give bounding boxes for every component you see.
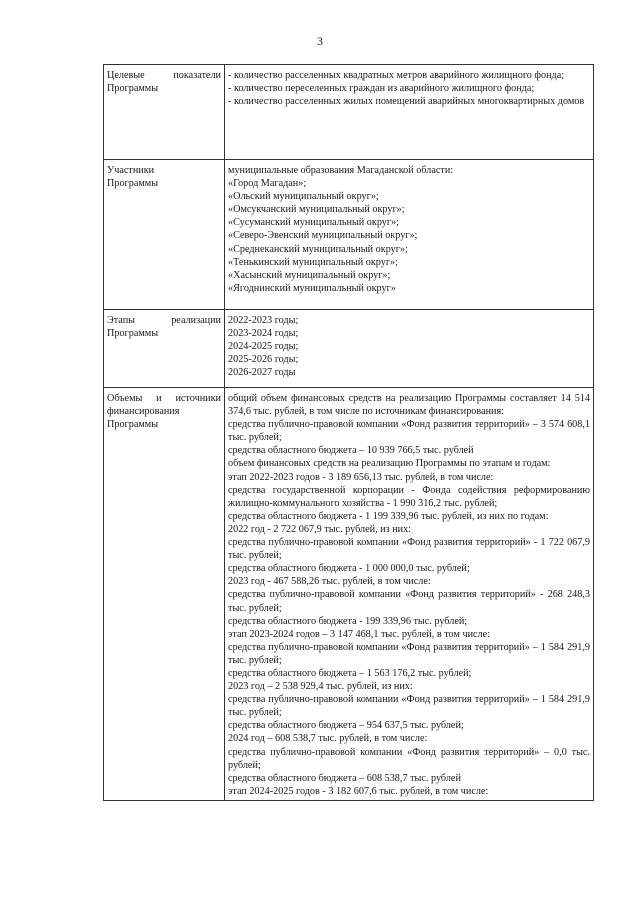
content-line: - количество переселенных граждан из аварийного жилищного фонда;	[228, 83, 535, 95]
content-line: средства публично-правовой компании «Фонд развития территорий» - 268 248,3 тыс. рублей;	[228, 589, 590, 614]
row-content	[225, 65, 594, 160]
label-line: Этапы реализации	[107, 315, 221, 326]
content-line: средства публично-правовой компании «Фонд развития территорий» – 1 584 291,9 тыс. рублей;	[228, 641, 590, 666]
content-line: средства государственной корпорации - Фонда содействия реформированию жилищно-коммунального хозяйства - 1 990 316,2 тыс. рублей;	[228, 484, 590, 509]
row-label	[104, 310, 225, 388]
label-line: Программы	[107, 83, 159, 95]
table-row	[104, 65, 594, 160]
content-line: средства областного бюджета - 1 199 339,96 тыс. рублей, из них по годам:	[228, 510, 549, 522]
content-line: 2022 год - 2 722 067,9 тыс. рублей, из них:	[228, 523, 412, 535]
table-row	[104, 388, 594, 801]
content-line: «Тенькинский муниципальный округ»;	[228, 256, 398, 268]
program-passport-table	[103, 64, 594, 801]
content-line: этап 2023-2024 годов – 3 147 468,1 тыс. рублей, в том числе:	[228, 628, 490, 640]
content-line: 2023 год - 467 588,26 тыс. рублей, в том числе:	[228, 576, 431, 588]
content-line: «Северо-Эвенский муниципальный округ»;	[228, 230, 418, 242]
content-line: средства публично-правовой компании «Фонд развития территорий» – 0,0 тыс. рублей;	[228, 746, 590, 771]
content-line: - количество расселенных жилых помещений аварийных многоквартирных домов	[228, 96, 585, 108]
content-line: средства областного бюджета – 10 939 766,5 тыс. рублей	[228, 445, 474, 457]
content-line: 2024-2025 годы;	[228, 341, 299, 353]
content-line: средства областного бюджета – 608 538,7 тыс. рублей	[228, 772, 461, 784]
content-line: 2023-2024 годы;	[228, 328, 299, 340]
content-line: средства публично-правовой компании «Фонд развития территорий» - 1 722 067,9 тыс. рублей;	[228, 537, 590, 562]
label-line: Участники	[107, 165, 155, 176]
content-line: объем финансовых средств на реализацию Программы по этапам и годам:	[228, 458, 551, 470]
content-line: 2022-2023 годы;	[228, 315, 299, 326]
content-line: «Омсукчанский муниципальный округ»;	[228, 204, 405, 216]
table-row	[104, 160, 594, 310]
row-label	[104, 388, 225, 801]
label-line: Программы	[107, 178, 159, 190]
content-line: средства областного бюджета - 199 339,96 тыс. рублей;	[228, 615, 468, 627]
label-line: Программы	[107, 328, 159, 340]
label-line: Целевые показатели	[107, 70, 221, 81]
content-line: средства публично-правовой компании «Фонд развития территорий» – 3 574 608,1 тыс. рублей;	[228, 419, 590, 444]
content-line: 2025-2026 годы;	[228, 354, 299, 366]
label-line: Объемы и источники	[107, 393, 221, 404]
content-line: «Среднеканский муниципальный округ»;	[228, 243, 408, 255]
content-line: «Сусуманский муниципальный округ»;	[228, 217, 399, 229]
content-line: - количество расселенных квадратных метров аварийного жилищного фонда;	[228, 70, 565, 81]
label-line: финансирования	[107, 406, 180, 418]
label-line: Программы	[107, 419, 159, 431]
content-line: этап 2024-2025 годов - 3 182 607,6 тыс. рублей, в том числе:	[228, 785, 489, 797]
content-line: 2024 год – 608 538,7 тыс. рублей, в том числе:	[228, 733, 428, 745]
row-label	[104, 160, 225, 310]
content-line: 2023 год – 2 538 929,4 тыс. рублей, из них:	[228, 681, 413, 693]
page-number: 3	[317, 34, 323, 48]
content-line: общий объем финансовых средств на реализацию Программы составляет 14 514 374,6 тыс. рублей, в том числе по источникам финансирования:	[228, 393, 590, 418]
content-line: муниципальные образования Магаданской области:	[228, 165, 454, 176]
content-line: этап 2022-2023 годов - 3 189 656,13 тыс. рублей, в том числе:	[228, 471, 494, 483]
row-content	[225, 160, 594, 310]
row-content	[225, 310, 594, 388]
content-line: «Город Магадан»;	[228, 178, 307, 190]
content-line: «Ягоднинский муниципальный округ»	[228, 282, 396, 294]
content-line: средства областного бюджета – 1 563 176,2 тыс. рублей;	[228, 667, 472, 679]
row-label	[104, 65, 225, 160]
row-content	[225, 388, 594, 801]
content-line: средства областного бюджета - 1 000 000,0 тыс. рублей;	[228, 563, 470, 575]
content-line: 2026-2027 годы	[228, 367, 296, 379]
content-line: средства публично-правовой компании «Фонд развития территорий» – 1 584 291,9 тыс. рублей;	[228, 694, 590, 719]
content-line: «Ольский муниципальный округ»;	[228, 191, 379, 203]
content-line: средства областного бюджета – 954 637,5 тыс. рублей;	[228, 720, 464, 732]
content-line: «Хасынский муниципальный округ»;	[228, 269, 391, 281]
table-row	[104, 310, 594, 388]
